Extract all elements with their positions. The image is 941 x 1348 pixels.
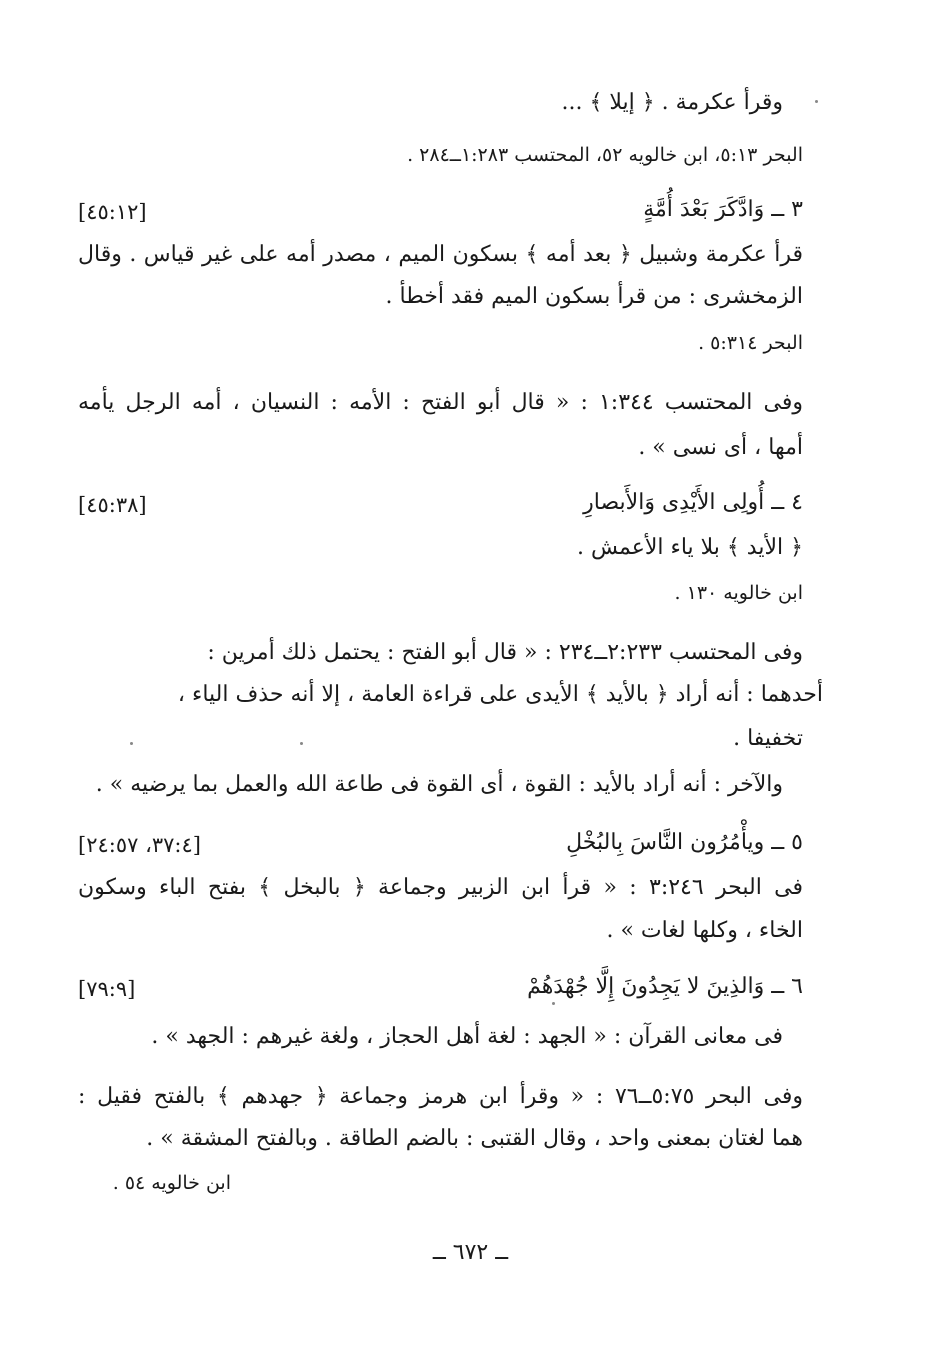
scan-speck [815, 100, 818, 103]
text-line: وفى البحر ٥:٧٥ــ٧٦ : « وقرأ ابن هرمز وجماعة ﴿ جهدهم ﴾ بالفتح فقيل : [78, 1084, 803, 1109]
text-line: الخاء ، وكلها لغات » . [606, 918, 803, 943]
text-line: فى معانى القرآن : « الجهد : لغة أهل الحجاز ، ولغة غيرهم : الجهد » . [151, 1024, 783, 1049]
text-line: وقرأ عكرمة . ﴿ إيلا ﴾ ... [561, 90, 783, 115]
text-line: أمها ، أى نسى » . [638, 435, 803, 460]
scan-speck [552, 1002, 555, 1005]
source-line: ابن خالويه ١٣٠ . [674, 582, 803, 604]
verse-heading-4: ٤ ــ أُولِى الأَيْدِى وَالأَبصارِ [583, 490, 803, 515]
verse-heading-5: ٥ ــ ويأْمُرُون النَّاسَ بِالبُخْلِ [566, 830, 803, 855]
text-line: أحدهما : أنه أراد ﴿ بالأيد ﴾ الأيدى على قراءة العامة ، إلا أنه حذف الياء ، [177, 682, 823, 707]
verse-reference-5: [٣٧:٤، ٢٤:٥٧] [78, 833, 201, 857]
verse-heading-3: ٣ ــ وَادَّكَرَ بَعْدَ أُمَّةٍ [643, 197, 803, 222]
text-line: فى البحر ٣:٢٤٦ : « قرأ ابن الزبير وجماعة ﴿ بالبخل ﴾ بفتح الباء وسكون [78, 875, 803, 900]
verse-reference-3: [٤٥:١٢] [78, 200, 147, 224]
text-line: والآخر : أنه أراد بالأيد : القوة ، أى القوة فى طاعة الله والعمل بما يرضيه » . [95, 772, 783, 797]
source-line: البحر ٥:١٣، ابن خالويه ٥٢، المحتسب ١:٢٨٣ــ٢٨٤ . [407, 144, 803, 166]
text-line: هما لغتان بمعنى واحد ، وقال القتبى : بالضم الطاقة . وبالفتح المشقة » . [146, 1126, 803, 1151]
verse-heading-6: ٦ ــ وَالذِينَ لا يَجِدُونَ إِلَّا جُهْدَهُمْ [527, 974, 803, 999]
text-line: تخفيفا . [733, 726, 803, 751]
text-line: الزمخشرى : من قرأ بسكون الميم فقد أخطأ . [385, 284, 803, 309]
verse-reference-4: [٤٥:٣٨] [78, 493, 147, 517]
text-line: ﴿ الأيد ﴾ بلا ياء الأعمش . [576, 535, 803, 560]
text-line: وفى المحتسب ٢:٢٣٣ــ٢٣٤ : « قال أبو الفتح : يحتمل ذلك أمرين : [207, 640, 803, 665]
text-line: وفى المحتسب ١:٣٤٤ : « قال أبو الفتح : الأمه : النسيان ، أمه الرجل يأمه [78, 390, 803, 415]
scan-speck [130, 742, 133, 745]
scan-speck [300, 742, 303, 745]
text-line: قرأ عكرمة وشبيل ﴿ بعد أمه ﴾ بسكون الميم ، مصدر أمه على غير قياس . وقال [78, 242, 803, 267]
page-number: ــ ٦٧٢ ــ [432, 1240, 509, 1265]
verse-reference-6: [٧٩:٩] [78, 977, 136, 1001]
source-line: البحر ٥:٣١٤ . [698, 332, 803, 354]
source-line: ابن خالويه ٥٤ . [112, 1172, 231, 1194]
